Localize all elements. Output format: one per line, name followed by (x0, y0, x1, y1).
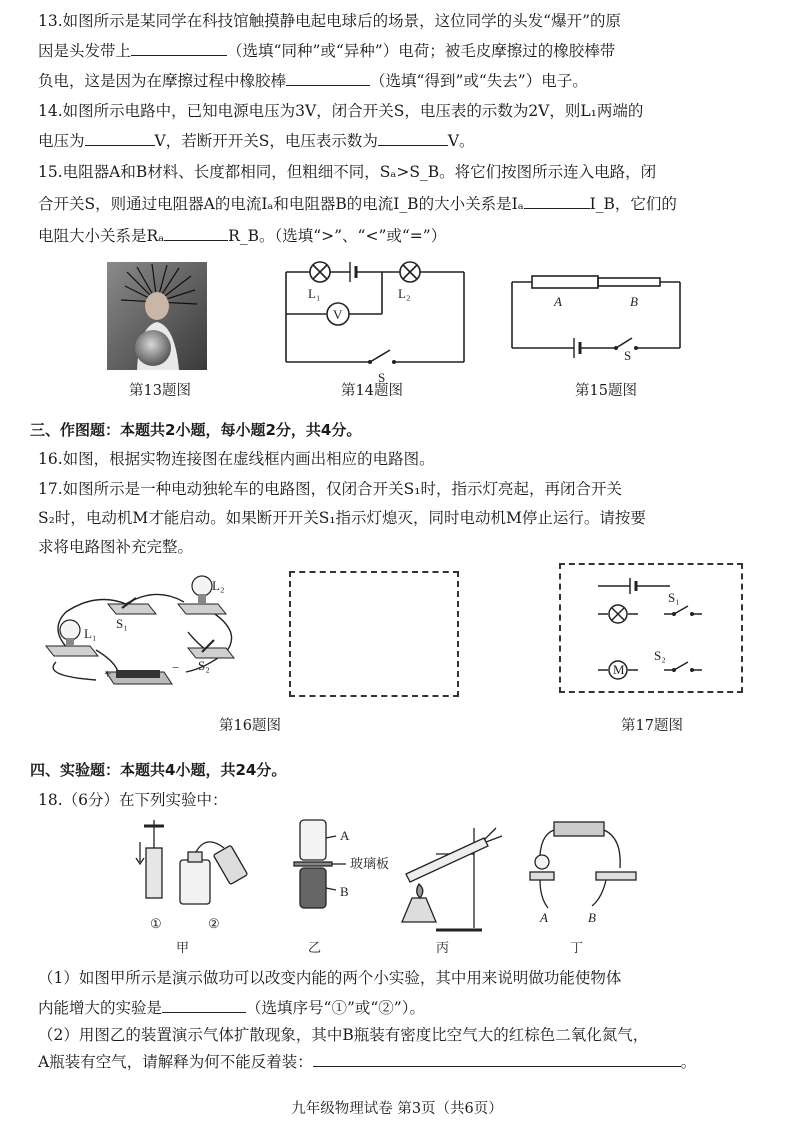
q13-line2 (38, 40, 615, 62)
q18-p2-line1: （2）用图乙的装置演示气体扩散现象，其中B瓶装有密度比空气大的红棕色二氧化氮气， (38, 1026, 649, 1044)
fig14-voltmeter-label: V (333, 307, 343, 322)
fig16-battery (106, 670, 172, 684)
fig16-s2-label: S₂ (198, 658, 210, 673)
exp-bing-caption: 丙 (436, 940, 450, 955)
q14-text-a: 电压为 (38, 132, 85, 150)
fig16-s1-label: S₁ (116, 616, 128, 631)
q18-p2-blank[interactable] (313, 1051, 681, 1067)
q17-line3: 求将电路图补充完整。 (38, 538, 194, 556)
q15-text-d: R_B。（选填“>”、“<”或“=”） (228, 227, 447, 245)
q18-p2-line2 (38, 1051, 696, 1073)
q15-line3 (38, 225, 446, 247)
q14-blank-2[interactable] (378, 130, 448, 146)
q14-line1: 14.如图所示电路中，已知电源电压为3V，闭合开关S，电压表的示数为2V，则L₁两端的 (38, 102, 644, 120)
q14-text-c: V。 (447, 132, 475, 150)
q18-p2-text-a: A瓶装有空气，请解释为何不能反着装： (38, 1053, 313, 1071)
fig17-s2-label: S₂ (654, 648, 666, 663)
exp-jar-a-label: A (340, 828, 350, 843)
fig16-switch-s2 (188, 640, 234, 658)
exp-yi-caption: 乙 (308, 940, 322, 955)
exp-circle1-label: ① (150, 916, 162, 931)
fig16-l1-label: L₁ (84, 626, 97, 641)
fig14-switch-label: S (378, 370, 386, 385)
fig15-b-label: B (630, 294, 638, 309)
q13-text-d: （选填“得到”或“失去”）电子。 (370, 72, 588, 90)
fig14-l1-label: L₁ (308, 286, 321, 301)
q15-line2 (38, 193, 677, 215)
fig15-s-label: S (624, 348, 632, 363)
fig14-caption: 第14题图 (341, 383, 403, 399)
fig17-motor-label: M (613, 662, 625, 677)
exp-jia-caption: 甲 (176, 940, 190, 955)
q18-p1-text-a: 内能增大的实验是 (38, 999, 163, 1017)
fig14-l2-label: L₂ (398, 286, 411, 301)
q13-line3 (38, 70, 588, 92)
fig16-minus-label: − (172, 660, 180, 675)
q15-text-c: 电阻大小关系是Rₐ (38, 227, 165, 245)
fig16-l2-label: L₂ (212, 578, 225, 593)
q15-blank-1[interactable] (524, 193, 590, 209)
exp-jar-b-label: B (340, 884, 349, 899)
q16-text: 16.如图，根据实物连接图在虚线框内画出相应的电路图。 (38, 450, 435, 468)
q13-blank-1[interactable] (131, 40, 227, 56)
exp-clip-b-label: B (588, 910, 596, 925)
exp-circle2-label: ② (208, 916, 220, 931)
q13-line1: 13.如图所示是某同学在科技馆触摸静电起电球后的场景，这位同学的头发“爆开”的原 (38, 12, 622, 30)
fig16-wiring (36, 572, 246, 696)
q18-p1-blank[interactable] (162, 997, 246, 1013)
exp-glass-label: 玻璃板 (350, 856, 390, 871)
fig16-caption: 第16题图 (219, 718, 281, 734)
q14-line2 (38, 130, 475, 152)
q14-text-b: V，若断开开关S，电压表示数为 (154, 132, 378, 150)
fig17-s1-label: S₁ (668, 590, 680, 605)
fig18-experiments (136, 818, 656, 958)
fig15-caption: 第15题图 (575, 383, 637, 399)
q18-p2-text-b: 。 (680, 1053, 697, 1071)
fig13-photo (107, 262, 207, 370)
q18-p1-line1: （1）如图甲所示是演示做功可以改变内能的两个小实验，其中用来说明做功能使物体 (38, 969, 622, 987)
q17-line1: 17.如图所示是一种电动独轮车的电路图，仅闭合开关S₁时，指示灯亮起，再闭合开关 (38, 480, 622, 498)
q15-line1: 15.电阻器A和B材料、长度都相同，但粗细不同，Sₐ>S_B。将它们按图所示连入电路，闭 (38, 163, 657, 181)
q13-blank-2[interactable] (286, 70, 370, 86)
fig14-circuit (282, 258, 468, 385)
q18-title: 18.（6分）在下列实验中： (38, 791, 228, 809)
q13-text-b: （选填“同种”或“异种”）电荷；被毛皮摩擦过的橡胶棒带 (227, 42, 616, 60)
fig17-components (574, 574, 730, 686)
section4-heading: 四、实验题：本题共4小题，共24分。 (30, 761, 287, 779)
fig17-caption: 第17题图 (621, 718, 683, 734)
section3-heading: 三、作图题：本题共2小题，每小题2分，共4分。 (30, 421, 362, 439)
exp-clip-a-label: A (540, 910, 548, 925)
q18-p1-line2 (38, 997, 425, 1019)
q15-text-b: I_B，它们的 (589, 195, 677, 213)
q14-blank-1[interactable] (85, 130, 155, 146)
exp-ding-caption: 丁 (570, 940, 584, 955)
q15-text-a: 合开关S，则通过电阻器A的电流Iₐ和电阻器B的电流I_B的大小关系是Iₐ (38, 195, 524, 213)
fig13-caption: 第13题图 (129, 383, 191, 399)
q13-text-c: 负电，这是因为在摩擦过程中橡胶棒 (38, 72, 287, 90)
page-footer: 九年级物理试卷 第3页（共6页） (291, 1101, 503, 1117)
fig15-circuit (508, 272, 684, 363)
fig16-plus-label: + (104, 666, 112, 681)
q15-blank-2[interactable] (164, 225, 228, 241)
fig16-answer-box[interactable] (289, 571, 459, 697)
q17-line2: S₂时，电动机M才能启动。如果断开开关S₁指示灯熄灭，同时电动机M停止运行。请按要 (38, 509, 646, 527)
q18-p1-text-b: （选填序号“①”或“②”）。 (246, 999, 425, 1017)
fig15-a-label: A (554, 294, 562, 309)
q13-text-a: 因是头发带上 (38, 42, 132, 60)
